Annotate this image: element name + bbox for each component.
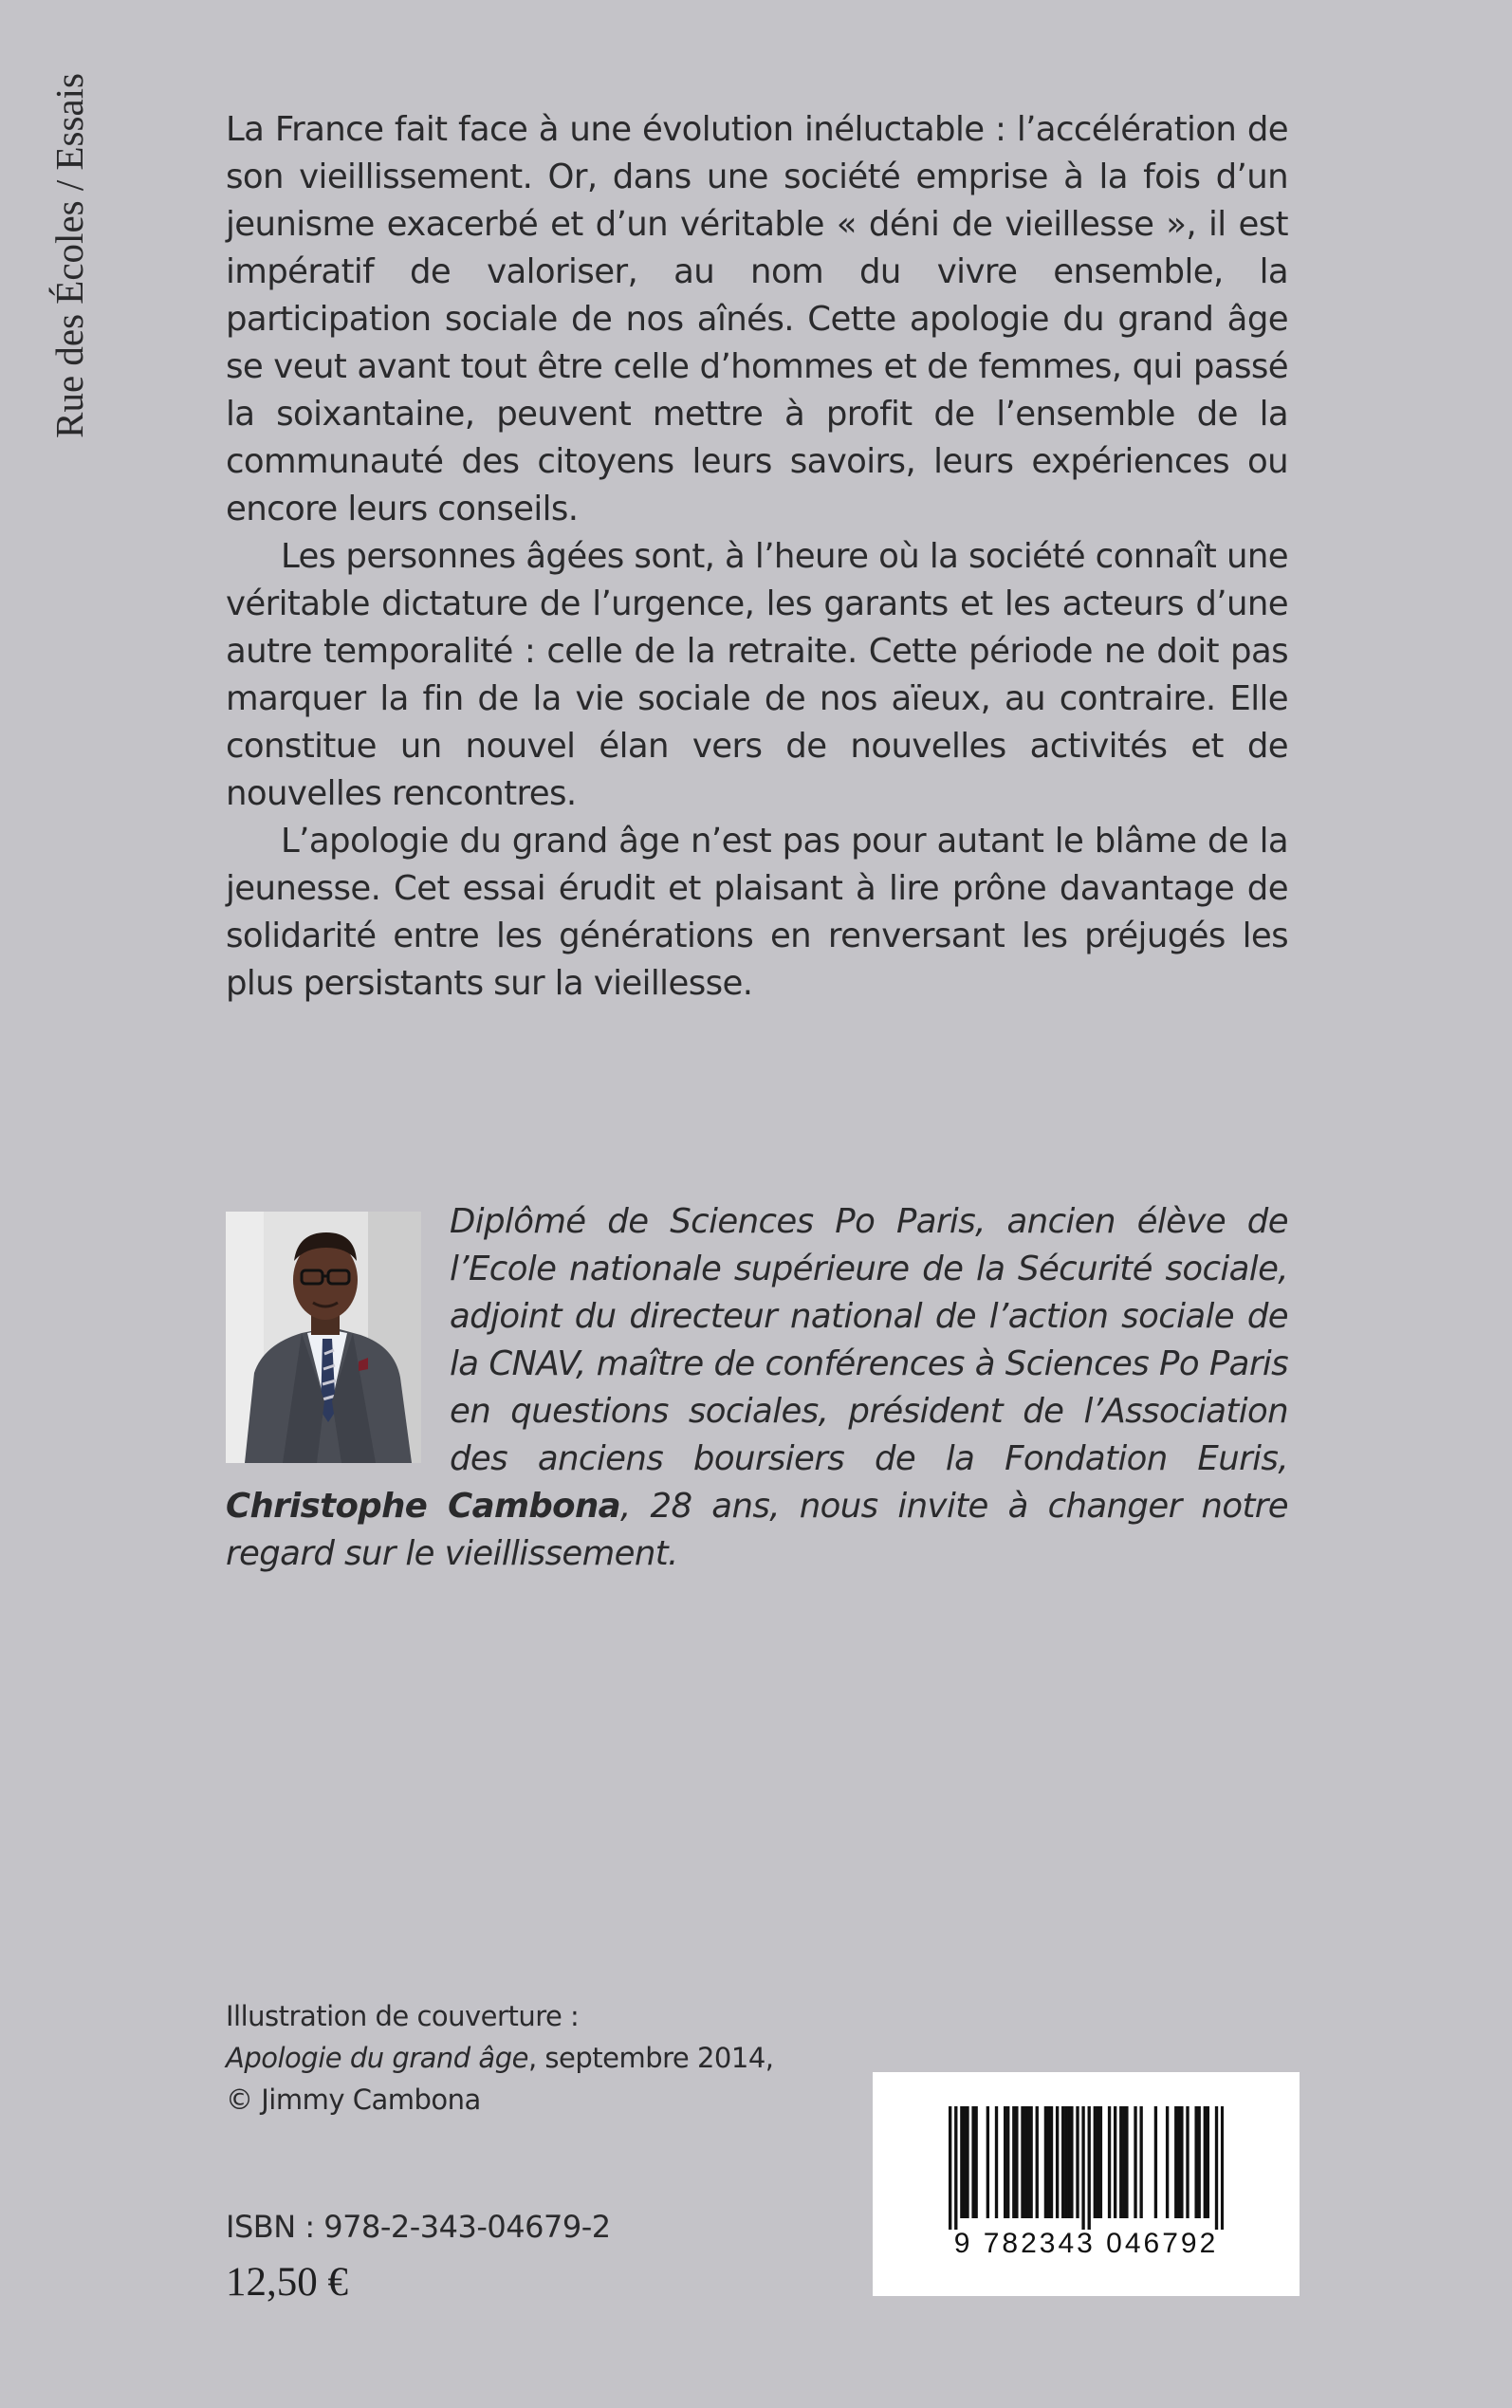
barcode-bar <box>1154 2106 1157 2218</box>
barcode-bar <box>986 2106 989 2218</box>
barcode-bar <box>1207 2106 1209 2218</box>
barcode-bar <box>1021 2106 1023 2218</box>
barcode-bar <box>1023 2106 1026 2218</box>
barcode-bar <box>1122 2106 1125 2218</box>
isbn: ISBN : 978-2-343-04679-2 <box>226 2209 611 2245</box>
barcode-bar <box>966 2106 968 2218</box>
barcode-bar <box>1088 2106 1091 2230</box>
barcode-bar <box>1221 2106 1224 2230</box>
barcode-bar <box>1094 2106 1097 2218</box>
barcode-digits: 9 782343 046792 <box>953 2228 1219 2259</box>
barcode-bar <box>1061 2106 1064 2218</box>
barcode-bar <box>1097 2106 1099 2218</box>
barcode-bar <box>1050 2106 1053 2218</box>
author-bio <box>226 1198 1288 1578</box>
barcode-bar <box>1064 2106 1067 2218</box>
photo-spacer <box>226 1198 450 1483</box>
barcode-bar <box>1029 2106 1032 2218</box>
barcode-bar <box>1125 2106 1128 2218</box>
barcode-bar <box>1194 2106 1197 2218</box>
barcode-bar <box>995 2106 998 2218</box>
credits-work-line <box>226 2037 833 2079</box>
barcode-bar <box>1044 2106 1047 2218</box>
author-name: Christophe Cambona <box>226 1487 620 1526</box>
credits-work-title: Apologie du grand âge <box>226 2042 528 2074</box>
blurb-paragraph-3: L’apologie du grand âge n’est pas pour autant le blâme de la jeunesse. Cet essai érudit et plaisant à lire prône davantage de solidarité entre les générations en renversant les préjugés les plus persistants sur la vieillesse. <box>226 822 1288 1003</box>
barcode-bar <box>1004 2106 1006 2218</box>
barcode-bar <box>1026 2106 1029 2218</box>
barcode-bar <box>1139 2106 1142 2218</box>
barcode-bar <box>1215 2106 1218 2230</box>
credits-label: Illustration de couverture : <box>226 2000 580 2032</box>
barcode-bar <box>974 2106 977 2218</box>
barcode-bar <box>1119 2106 1122 2218</box>
barcode-bar <box>1067 2106 1070 2218</box>
barcode-bar <box>954 2106 957 2230</box>
barcode-bar <box>963 2106 966 2218</box>
barcode-bar <box>1081 2106 1084 2230</box>
credits-work-date: , septembre 2014, <box>527 2042 774 2074</box>
barcode-bar <box>1036 2106 1039 2218</box>
barcode-bar <box>949 2106 951 2230</box>
barcode-bar <box>1134 2106 1136 2218</box>
spine-series-title: Rue des Écoles / Essais <box>47 73 91 438</box>
barcode <box>873 2072 1300 2296</box>
author-bio-ending: , 28 ans, nous invite à changer notre regard sur le vieillissement. <box>226 1487 1289 1573</box>
barcode-bar <box>1006 2106 1009 2218</box>
barcode-bar <box>1015 2106 1018 2218</box>
cover-illustration-credits <box>226 1995 833 2121</box>
author-bio-text: Diplômé de Sciences Po Paris, ancien élève de l’Ecole nationale supérieure de la Sécurité sociale, adjoint du directeur national de l’action sociale de la CNAV, maître de conférences à Sciences Po Paris en questions sociales, président de l’Association des anciens boursiers de la Fondation Euris, <box>450 1202 1288 1478</box>
blurb-paragraph-2: Les personnes âgées sont, à l’heure où la société connaît une véritable dictature de l’urgence, les garants et les acteurs d’une autre temporalité : celle de la retraite. Cette période ne doit pas marquer la fin de la vie sociale de nos aïeux, au contraire. Elle constitue un nouvel élan vers de nouvelles activités et de nouvelles rencontres. <box>226 537 1288 813</box>
barcode-bar <box>1056 2106 1059 2218</box>
barcode-bar <box>1070 2106 1073 2218</box>
barcode-bars <box>949 2106 1224 2230</box>
barcode-bar <box>1047 2106 1050 2218</box>
barcode-bar <box>1108 2106 1111 2218</box>
barcode-bar <box>1166 2106 1169 2218</box>
barcode-bar <box>1174 2106 1177 2218</box>
barcode-bar <box>1177 2106 1180 2218</box>
barcode-bar <box>1099 2106 1102 2218</box>
barcode-bar <box>1076 2106 1079 2218</box>
credits-copyright: © Jimmy Cambona <box>226 2084 481 2116</box>
price: 12,50 € <box>226 2260 348 2305</box>
barcode-bar <box>960 2106 963 2218</box>
barcode-bar <box>1180 2106 1183 2218</box>
barcode-bar <box>1186 2106 1189 2218</box>
barcode-bar <box>971 2106 974 2218</box>
barcode-bar <box>1012 2106 1015 2218</box>
barcode-bar <box>1204 2106 1207 2218</box>
barcode-bar <box>1198 2106 1201 2218</box>
blurb-paragraph-1: La France fait face à une évolution inéluctable : l’accélération de son vieillissement. Or, dans une société emprise à la fois d’un jeunisme exacerbé et d’un véritable « déni de vieillesse », il est impératif de valoriser, au nom du vivre ensemble, la participation sociale de nos aînés. Cette apologie du grand âge se veut avant tout être celle d’hommes et de femmes, qui passé la soixantaine, peuvent mettre à profit de l’ensemble de la communauté des citoyens leurs savoirs, leurs expériences ou encore leurs conseils. <box>226 110 1288 528</box>
barcode-bar <box>1114 2106 1116 2218</box>
back-cover-blurb <box>226 106 1288 1008</box>
